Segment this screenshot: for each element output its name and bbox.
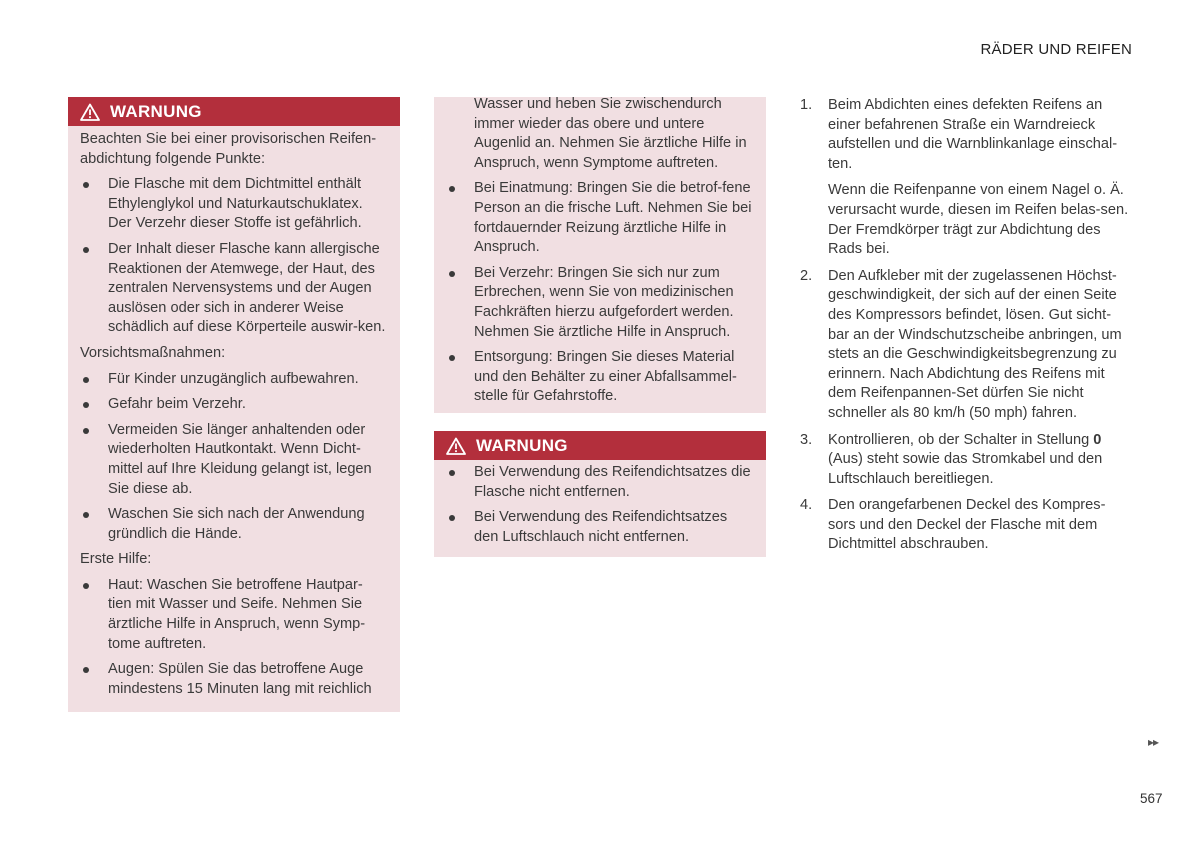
warning-title-2: WARNUNG <box>476 435 568 455</box>
warning-continuation-text: Wasser und heben Sie zwischendurch immer wieder das obere und untere Augenlid an. Nehmen Sie ärztliche Hilfe in Anspruch, wenn Symptome auftreten. <box>474 96 747 171</box>
warning-bullet: Bei Verwendung des Reifendichtsatzes den Luftschlauch nicht entfernen. <box>446 508 752 547</box>
step-text-part: Kontrollieren, ob der Schalter in Stellung <box>828 431 1094 448</box>
numbered-steps <box>800 96 1132 562</box>
page-header-title: RÄDER UND REIFEN <box>980 41 1132 58</box>
switch-position-value: 0 <box>1093 431 1102 448</box>
step-number: 2. <box>800 267 813 284</box>
warning-box-2 <box>434 431 766 557</box>
first-aid-bullet: Entsorgung: Bringen Sie dieses Material und den Behälter zu einer Abfallsammel-stelle für Gefahrstoffe. <box>446 348 752 407</box>
precaution-bullet: Gefahr beim Verzehr. <box>80 395 386 415</box>
step-number: 4. <box>800 497 813 514</box>
precaution-bullet: Waschen Sie sich nach der Anwendung gründlich die Hände. <box>80 505 386 544</box>
warning-bullet: Bei Verwendung des Reifendichtsatzes die Flasche nicht entfernen. <box>446 463 752 502</box>
warning-header-1 <box>68 97 400 126</box>
step-note: Wenn die Reifenpanne von einem Nagel o. Ä. verursacht wurde, diesen im Reifen belas-sen. Der Fremdkörper trägt zur Abdichtung des Rads bei. <box>828 182 1129 258</box>
warning-box-1-continued <box>434 97 766 413</box>
first-aid-heading: Erste Hilfe: <box>80 551 152 568</box>
warning-bullet: Die Flasche mit dem Dichtmittel enthält Ethylenglykol und Naturkautschuklatex. Der Verzehr dieser Stoffe ist gefährlich. <box>80 175 386 234</box>
step-text: Den orangefarbenen Deckel des Kompres-sors und den Deckel der Flasche mit dem Dichtmittel abschrauben. <box>828 497 1106 553</box>
precautions-heading: Vorsichtsmaßnahmen: <box>80 344 226 361</box>
warning-title-1: WARNUNG <box>110 101 202 121</box>
warning-box-1 <box>68 97 400 712</box>
warning-triangle-icon <box>80 103 100 121</box>
step-item <box>800 267 1132 424</box>
first-aid-bullet: Bei Verzehr: Bringen Sie sich nur zum Erbrechen, wenn Sie von medizinischen Fachkräften hierzu aufgefordert werden. Nehmen Sie ärztliche Hilfe in Anspruch. <box>446 264 752 342</box>
warning-bullet: Der Inhalt dieser Flasche kann allergische Reaktionen der Atemwege, der Haut, des zentralen Nervensystems und der Augen auslösen oder sich in anderer Weise schädlich auf diese Körperteile auswir-ken. <box>80 240 386 338</box>
warning-triangle-icon <box>446 437 466 455</box>
step-item <box>800 496 1132 555</box>
step-number: 1. <box>800 97 813 113</box>
first-aid-bullet: Bei Einatmung: Bringen Sie die betrof-fene Person an die frische Luft. Nehmen Sie bei fortdauernder Reizung ärztliche Hilfe in Anspruch. <box>446 179 752 257</box>
step-text: Beim Abdichten eines defekten Reifens an einer befahrenen Straße ein Warndreieck aufstellen und die Warnblinkanlage einschal-ten. <box>828 97 1118 172</box>
warning-intro: Beachten Sie bei einer provisorischen Reifen-abdichtung folgende Punkte: <box>80 131 377 167</box>
continue-arrows-icon: ▸▸ <box>1148 735 1159 749</box>
step-text <box>828 431 1132 490</box>
step-text-part: (Aus) steht sowie das Stromkabel und den Luftschlauch bereitliegen. <box>828 451 1103 487</box>
page-number: 567 <box>1140 791 1163 806</box>
first-aid-bullet: Augen: Spülen Sie das betroffene Auge mindestens 15 Minuten lang mit reichlich <box>80 660 386 699</box>
step-number: 3. <box>800 431 813 448</box>
precaution-bullet: Vermeiden Sie länger anhaltenden oder wiederholten Hautkontakt. Wenn Dicht-mittel auf Ihre Kleidung gelangt ist, legen Sie diese ab. <box>80 421 386 499</box>
first-aid-bullet: Haut: Waschen Sie betroffene Hautpar-tien mit Wasser und Seife. Nehmen Sie ärztliche Hilfe in Anspruch, wenn Symp-tome auftreten. <box>80 576 386 654</box>
step-item <box>800 431 1132 490</box>
step-text: Den Aufkleber mit der zugelassenen Höchst-geschwindigkeit, der sich auf der einen Seite des Kompressors befindet, lösen. Gut sicht-bar an der Windschutzscheibe anbringen, um stets an die Geschwindigkeitsbegrenzung zu erinnern. Nach Abdichtung des Reifens mit dem Reifenpannen-Set dürfen Sie nicht schneller als 80 km/h (50 mph) fahren. <box>828 267 1122 421</box>
warning-header-2 <box>434 431 766 460</box>
precaution-bullet: Für Kinder unzugänglich aufbewahren. <box>80 370 386 390</box>
step-item <box>800 96 1132 260</box>
